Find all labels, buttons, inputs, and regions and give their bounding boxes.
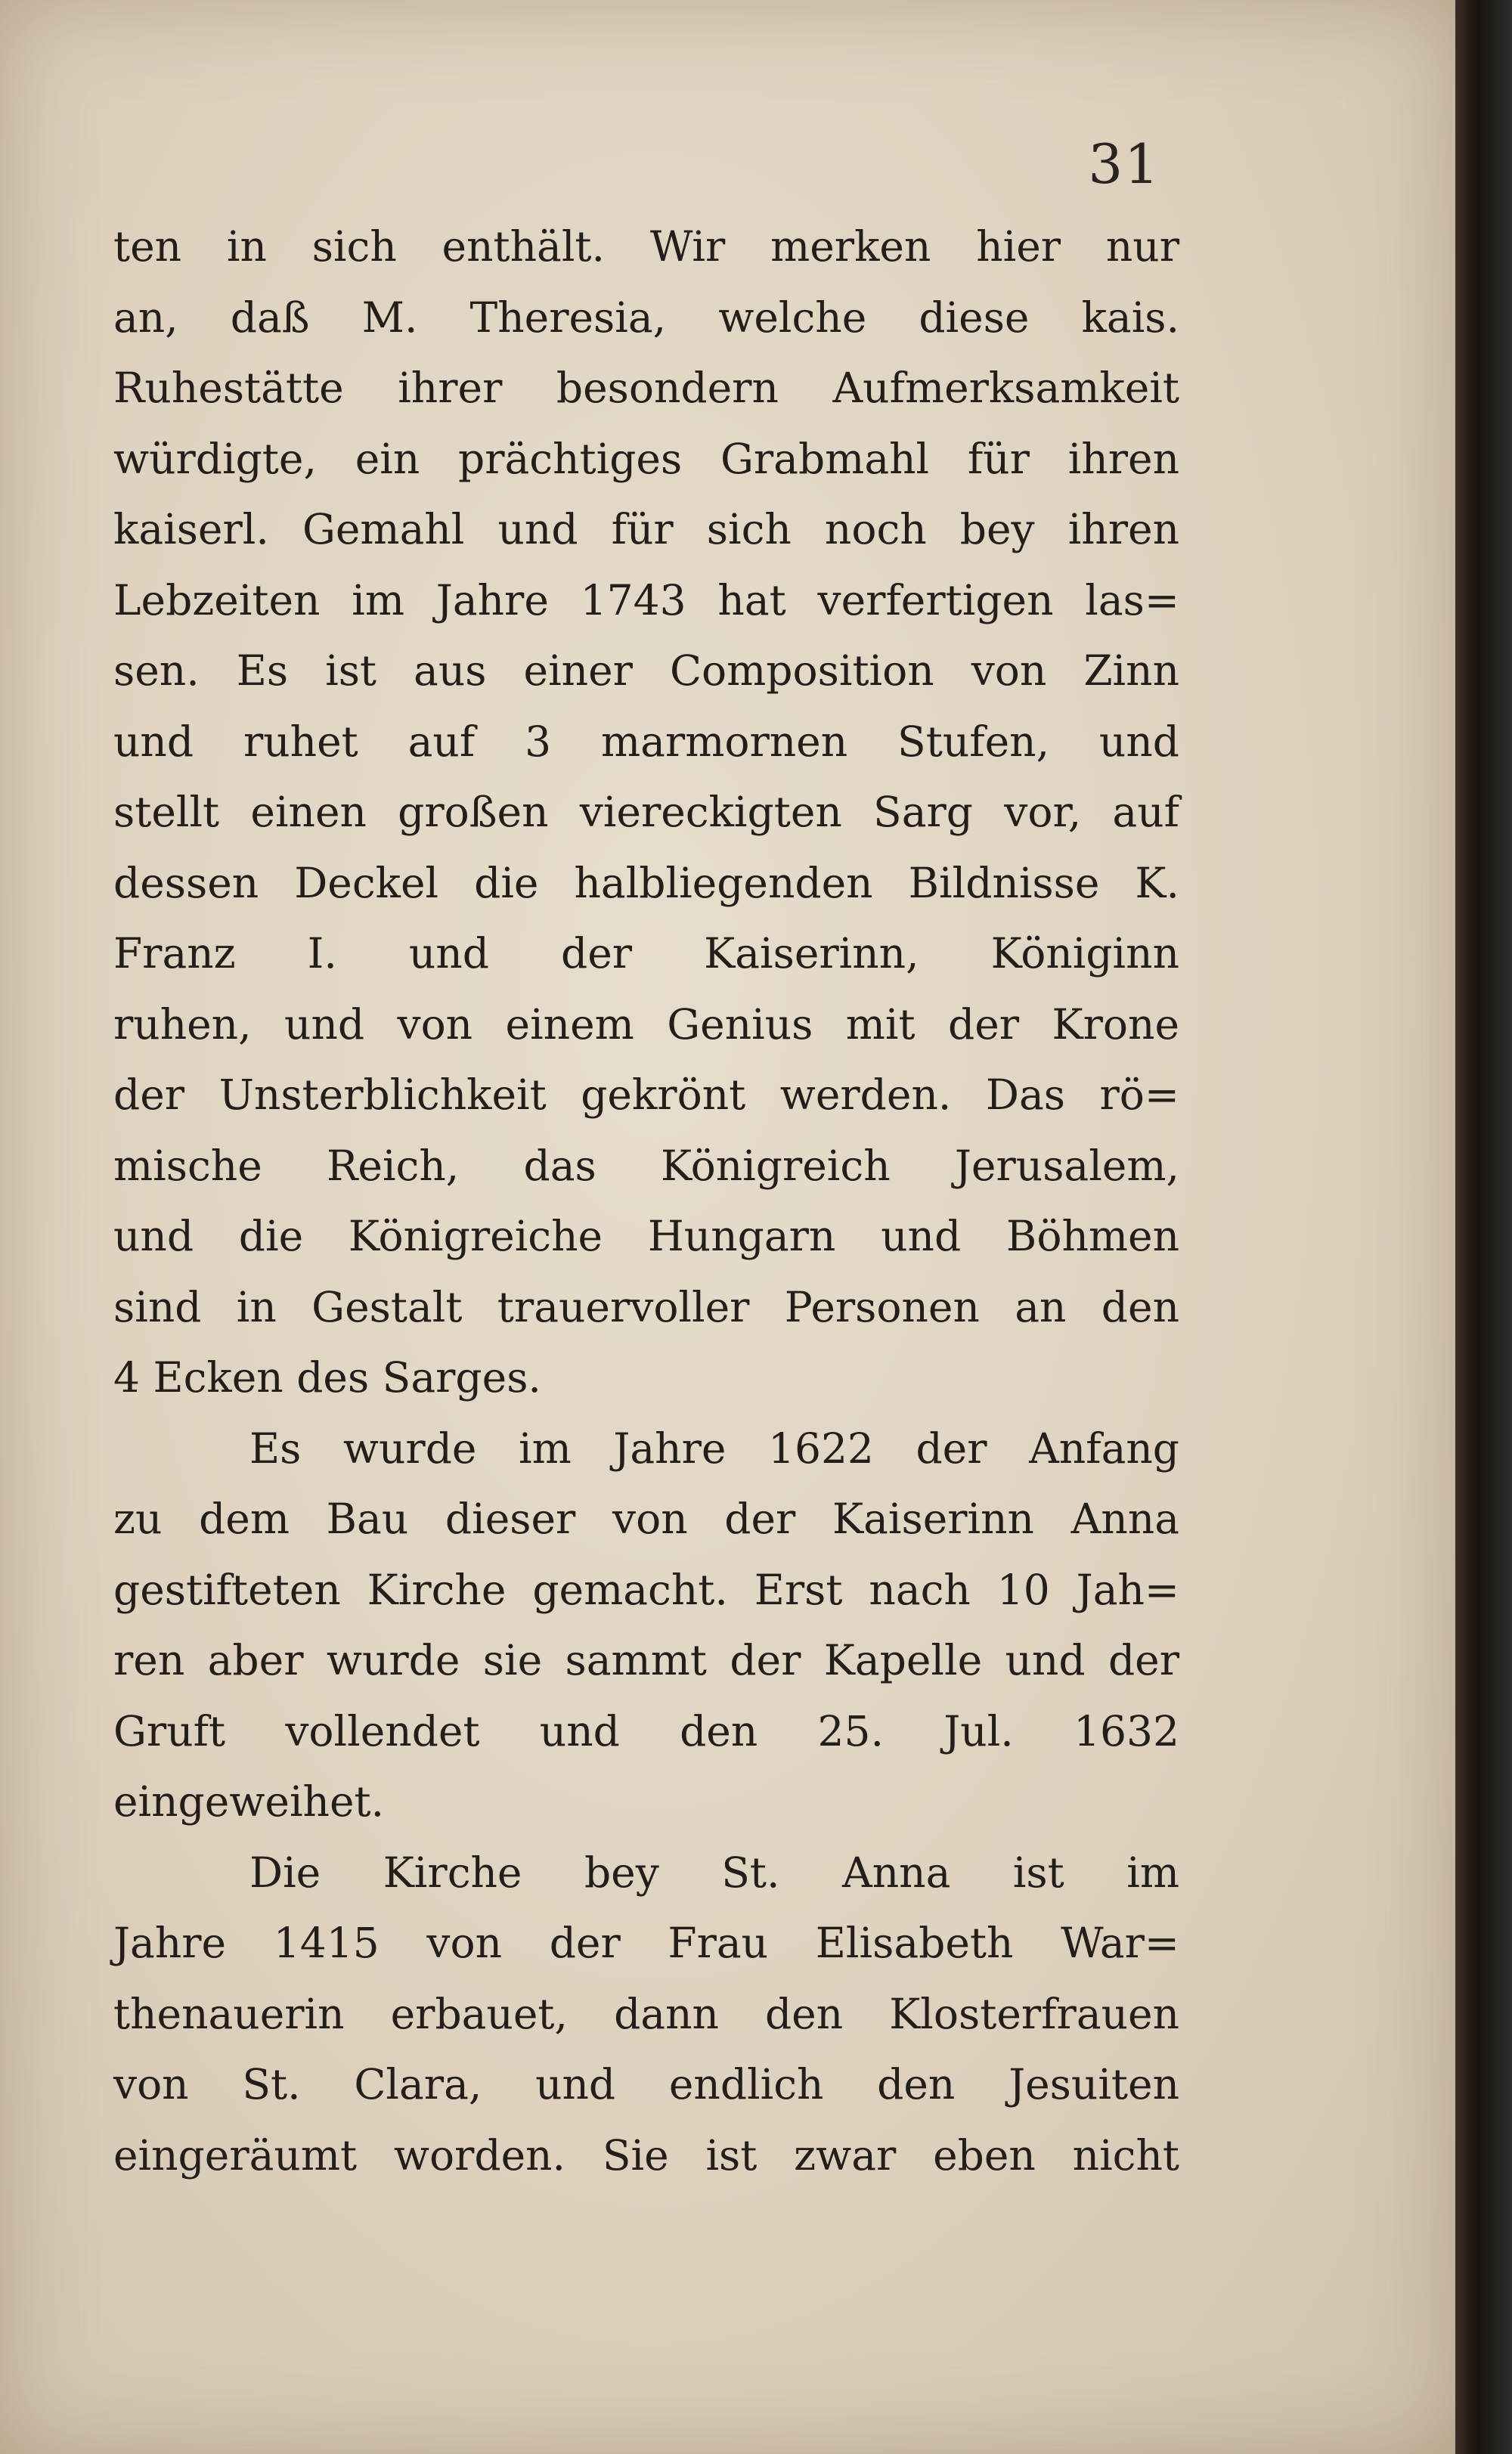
- text-line: ten in sich enthält. Wir merken hier nur: [113, 222, 1179, 271]
- text-line: Jahre 1415 von der Frau Elisabeth War=: [113, 1919, 1179, 1967]
- text-line: 4 Ecken des Sarges.: [113, 1353, 541, 1402]
- text-line: eingeräumt worden. Sie ist zwar eben nicht: [113, 2130, 1179, 2180]
- text-line: ruhen, und von einem Genius mit der Krone: [113, 999, 1179, 1049]
- text-line: Gruft vollendet und den 25. Jul. 1632: [113, 1706, 1179, 1755]
- text-line: ren aber wurde sie sammt der Kapelle und der: [113, 1636, 1179, 1684]
- text-line: dessen Deckel die halbliegenden Bildnisse K.: [113, 858, 1179, 907]
- text-line: sind in Gestalt trauervoller Personen an den: [113, 1282, 1179, 1331]
- text-line: gestifteten Kirche gemacht. Erst nach 10 Jah=: [113, 1565, 1179, 1614]
- text-line: Es wurde im Jahre 1622 der Anfang: [249, 1424, 1179, 1473]
- text-line: sen. Es ist aus einer Composition von Zinn: [113, 646, 1179, 695]
- text-line: Franz I. und der Kaiserinn, Königinn: [113, 929, 1179, 978]
- text-line: und ruhet auf 3 marmornen Stufen, und: [113, 717, 1179, 766]
- body-text: [113, 212, 1179, 2191]
- text-line: eingeweihet.: [113, 1777, 385, 1826]
- text-line: von St. Clara, und endlich den Jesuiten: [113, 2060, 1179, 2109]
- text-line: thenauerin erbauet, dann den Klosterfrauen: [113, 1989, 1179, 2038]
- text-line: Lebzeiten im Jahre 1743 hat verfertigen las=: [113, 575, 1179, 624]
- page-number: 31: [1088, 132, 1160, 196]
- text-line: und die Königreiche Hungarn und Böhmen: [113, 1212, 1179, 1260]
- book-spine-edge: [1455, 0, 1512, 2454]
- text-line: mische Reich, das Königreich Jerusalem,: [113, 1141, 1179, 1190]
- text-line: Die Kirche bey St. Anna ist im: [249, 1848, 1179, 1897]
- text-line: an, daß M. Theresia, welche diese kais.: [113, 293, 1179, 342]
- text-line: der Unsterblichkeit gekrönt werden. Das rö=: [113, 1071, 1179, 1119]
- text-line: kaiserl. Gemahl und für sich noch bey ihren: [113, 505, 1179, 553]
- text-line: würdigte, ein prächtiges Grabmahl für ihren: [113, 434, 1179, 483]
- text-line: zu dem Bau dieser von der Kaiserinn Anna: [113, 1495, 1179, 1543]
- text-line: Ruhestätte ihrer besondern Aufmerksamkeit: [113, 364, 1179, 412]
- text-line: stellt einen großen viereckigten Sarg vor, auf: [113, 788, 1179, 836]
